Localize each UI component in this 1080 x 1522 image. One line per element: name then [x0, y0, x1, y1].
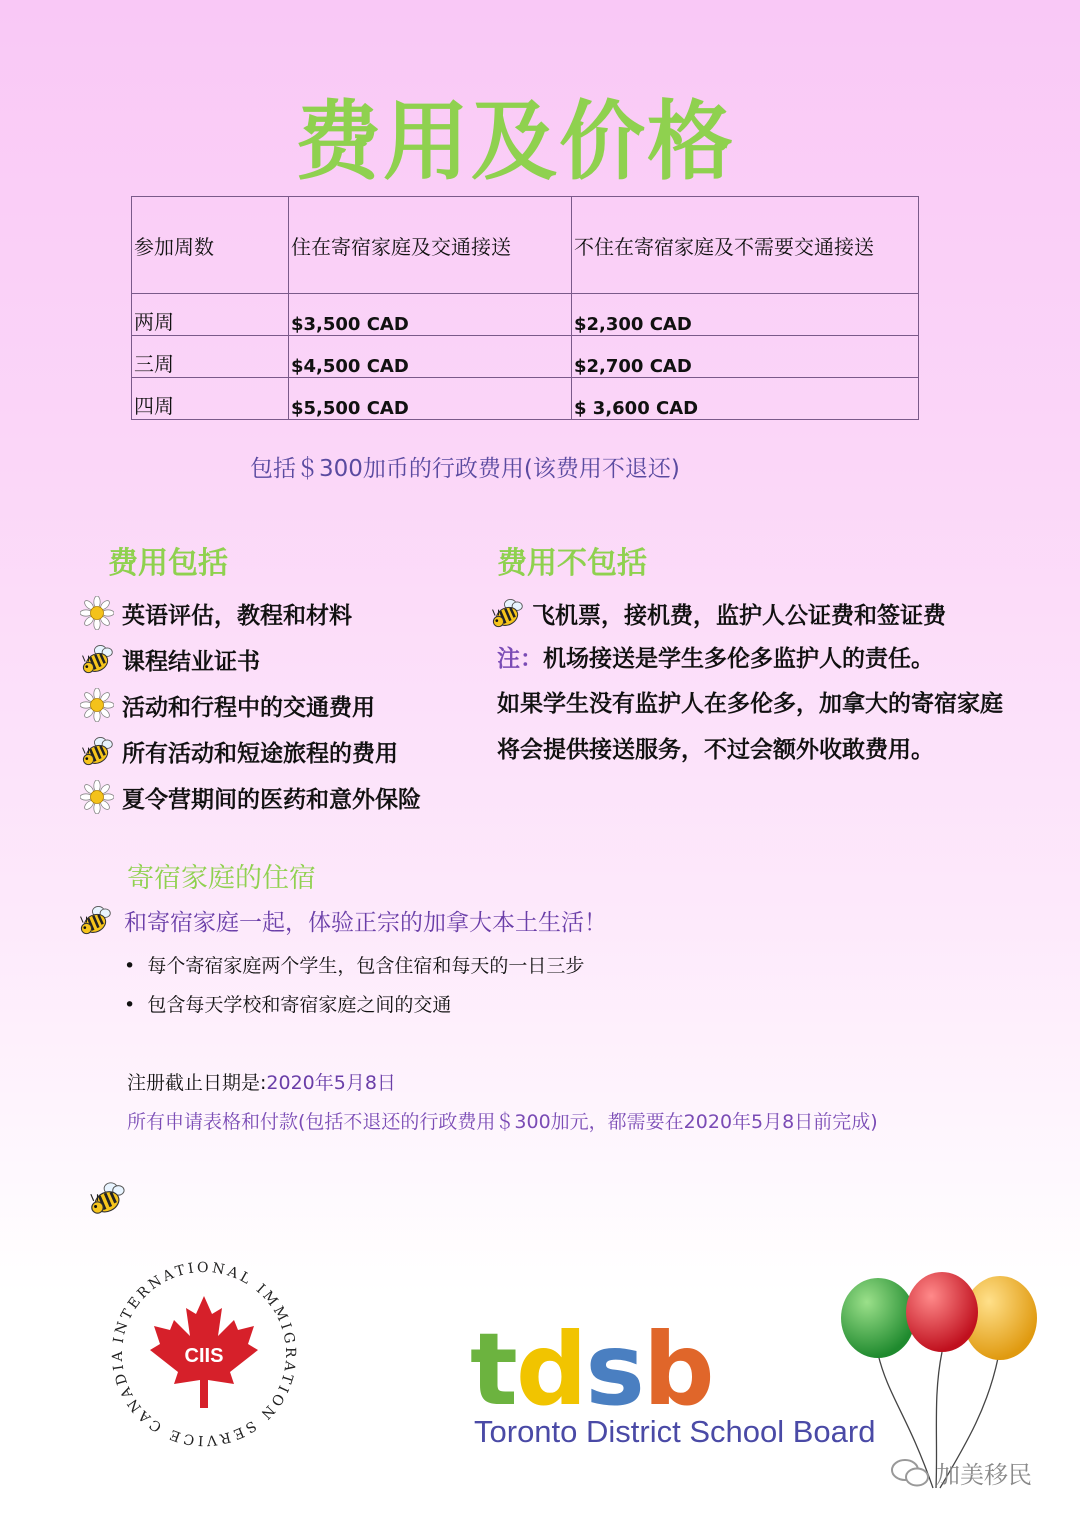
homestay-price-cell: $4,500 CAD: [289, 336, 572, 378]
header-weeks: 参加周数: [132, 197, 289, 294]
list-item: [80, 590, 421, 636]
tdsb-letter-t: t: [470, 1311, 516, 1428]
daisy-icon: [80, 596, 114, 630]
included-title: 费用包括: [108, 546, 228, 581]
bee-icon: [490, 596, 524, 630]
ciis-ring-text: INTERNATIONAL IMMIGRATION SERVICE CANADIA: [109, 1259, 299, 1449]
ciis-center-text: CIIS: [184, 1345, 224, 1367]
bullet-text: 包含每天学校和寄宿家庭之间的交通: [147, 994, 452, 1016]
weeks-cell: 四周: [132, 378, 289, 420]
page-title: 费用及价格: [295, 92, 735, 192]
deadline-date: 2020年5月8日: [266, 1072, 396, 1094]
bee-icon: [88, 1180, 126, 1216]
daisy-icon: [80, 780, 114, 814]
no-homestay-price-cell: $2,300 CAD: [572, 294, 919, 336]
list-item-text: 所有活动和短途旅程的费用: [122, 740, 398, 767]
deadline-line: [127, 1068, 396, 1095]
wechat-icon: [890, 1457, 930, 1489]
list-item: [80, 636, 421, 682]
list-item-text: 夏令营期间的医药和意外保险: [122, 786, 421, 813]
homestay-bullet: [124, 951, 584, 978]
bee-icon: [80, 642, 114, 676]
tdsb-letter-b: b: [642, 1311, 713, 1428]
homestay-title: 寄宿家庭的住宿: [127, 863, 316, 894]
homestay-headline: 和寄宿家庭一起，体验正宗的加拿大本土生活！: [124, 909, 607, 936]
excluded-item-text: 飞机票，接机费，监护人公证费和签证费: [532, 602, 946, 629]
list-item-text: 活动和行程中的交通费用: [122, 694, 375, 721]
list-item: [80, 682, 421, 728]
header-no-homestay: 不住在寄宿家庭及不需要交通接送: [572, 197, 919, 294]
ciis-emblem: [108, 1258, 300, 1450]
apply-note: 所有申请表格和付款(包括不退还的行政费用＄300加元，都需要在2020年5月8日前完成): [127, 1111, 878, 1133]
excluded-note: [497, 640, 934, 673]
tdsb-name: Toronto District School Board: [474, 1414, 876, 1449]
bullet-dot: •: [124, 994, 136, 1016]
table-header-row: [132, 197, 919, 294]
ciis-logo: [108, 1258, 300, 1450]
table-row: [132, 336, 919, 378]
excluded-note-line3: 将会提供接送服务，不过会额外收敢费用。: [497, 737, 934, 763]
table-row: [132, 378, 919, 420]
table-row: [132, 294, 919, 336]
bullet-text: 每个寄宿家庭两个学生，包含住宿和每天的一日三步: [147, 955, 585, 977]
included-list: [80, 590, 421, 820]
list-item: [80, 774, 421, 820]
list-item: [80, 728, 421, 774]
admin-fee-note: 包括＄300加币的行政费用(该费用不退还): [250, 456, 680, 482]
tdsb-letter-d: d: [515, 1311, 586, 1428]
note-text: 机场接送是学生多伦多监护人的责任。: [543, 646, 934, 672]
header-homestay: 住在寄宿家庭及交通接送: [289, 197, 572, 294]
deadline-label: 注册截止日期是:: [127, 1072, 267, 1094]
no-homestay-price-cell: $2,700 CAD: [572, 336, 919, 378]
no-homestay-price-cell: $ 3,600 CAD: [572, 378, 919, 420]
bee-icon: [78, 902, 112, 938]
weeks-cell: 两周: [132, 294, 289, 336]
watermark-text: 加美移民: [936, 1461, 1032, 1489]
list-item-text: 课程结业证书: [122, 648, 260, 675]
note-label: 注：: [497, 646, 543, 672]
weeks-cell: 三周: [132, 336, 289, 378]
bullet-dot: •: [124, 955, 136, 977]
bee-icon: [80, 734, 114, 768]
homestay-headline-row: [78, 902, 607, 938]
excluded-item: [490, 590, 946, 636]
homestay-price-cell: $5,500 CAD: [289, 378, 572, 420]
tdsb-wordmark: [470, 1311, 713, 1428]
excluded-title: 费用不包括: [497, 546, 647, 581]
watermark: [890, 1455, 1032, 1490]
price-table: [131, 196, 919, 420]
homestay-price-cell: $3,500 CAD: [289, 294, 572, 336]
list-item-text: 英语评估，教程和材料: [122, 602, 352, 629]
daisy-icon: [80, 688, 114, 722]
tdsb-letter-s: s: [585, 1311, 643, 1428]
excluded-note-line2: 如果学生没有监护人在多伦多，加拿大的寄宿家庭: [497, 691, 1003, 717]
homestay-bullet: [124, 990, 451, 1017]
